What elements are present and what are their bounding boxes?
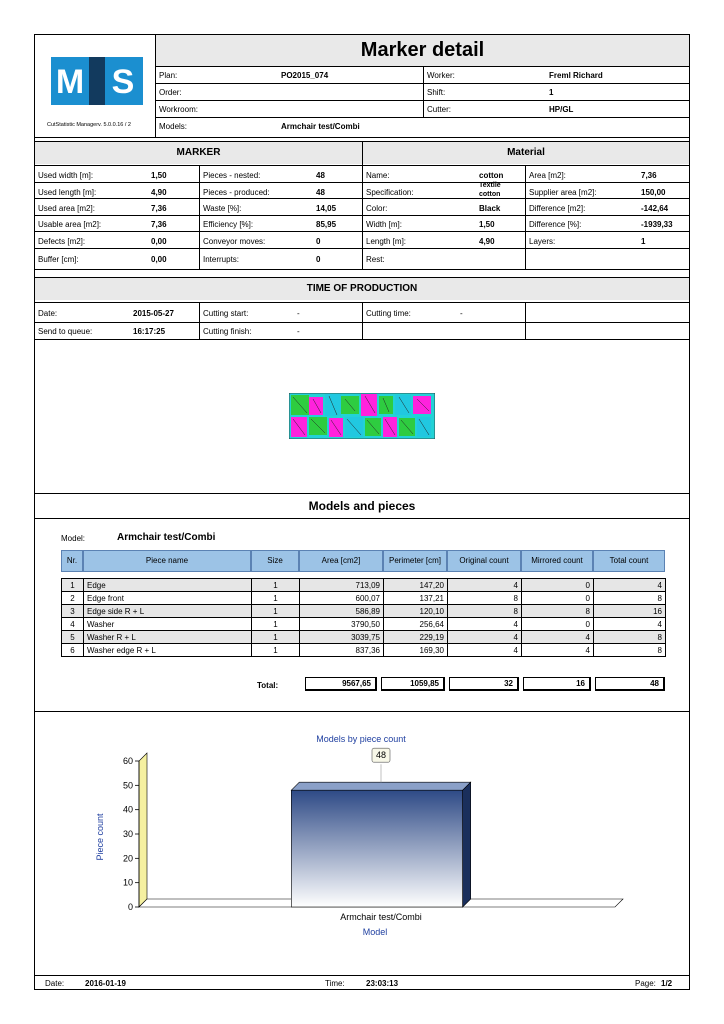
table-cell: 0 xyxy=(522,592,594,605)
production-date-label: Date: xyxy=(38,309,58,318)
col-header-nr: Nr. xyxy=(61,550,83,572)
total-perimeter: 1059,85 xyxy=(381,677,445,691)
specification-label: Specification: xyxy=(366,188,414,197)
usable-area-label: Usable area [m2]: xyxy=(38,220,102,229)
waste-label: Waste [%]: xyxy=(203,204,242,213)
col-header-total-count: Total count xyxy=(593,550,665,572)
footer-page-value: 1/2 xyxy=(661,979,673,988)
cutter-label: Cutter: xyxy=(427,105,452,114)
pieces-produced-value: 48 xyxy=(316,188,325,197)
shift-label: Shift: xyxy=(427,88,446,97)
used-width-value: 1,50 xyxy=(151,171,167,180)
table-cell: 169,30 xyxy=(384,644,448,657)
used-length-value: 4,90 xyxy=(151,188,167,197)
send-to-queue-value: 16:17:25 xyxy=(133,327,166,336)
table-cell: 1 xyxy=(252,605,300,618)
chart-y-tick-label: 0 xyxy=(127,902,133,912)
piece-count-chart xyxy=(35,725,689,945)
table-cell: 0 xyxy=(522,579,594,592)
chart-canvas xyxy=(35,725,689,945)
table-cell: 4 xyxy=(448,631,522,644)
col-header-mirrored-count: Mirrored count xyxy=(521,550,593,572)
marker-preview xyxy=(289,393,435,439)
table-cell: 1 xyxy=(62,579,84,592)
table-cell: 3039,75 xyxy=(300,631,384,644)
chart-y-tick-label: 20 xyxy=(122,853,133,864)
plan-value: PO2015_074 xyxy=(281,71,329,80)
chart-bar-side xyxy=(463,782,471,907)
buffer-value: 0,00 xyxy=(151,255,167,264)
conveyor-label: Conveyor moves: xyxy=(203,237,266,246)
length-value: 4,90 xyxy=(479,237,495,246)
col-header-perimeter: Perimeter [cm] xyxy=(383,550,447,572)
svg-text:M: M xyxy=(55,63,85,101)
worker-label: Worker: xyxy=(427,71,455,80)
table-cell: 120,10 xyxy=(384,605,448,618)
supplier-area-label: Supplier area [m2]: xyxy=(529,188,597,197)
table-cell: 8 xyxy=(594,644,666,657)
table-cell: 8 xyxy=(522,605,594,618)
order-label: Order: xyxy=(159,88,182,97)
table-cell: 16 xyxy=(594,605,666,618)
table-cell: 229,19 xyxy=(384,631,448,644)
chart-data-label: 48 xyxy=(375,750,387,761)
interrupts-value: 0 xyxy=(316,255,321,264)
table-cell: 5 xyxy=(62,631,84,644)
page-title: Marker detail xyxy=(156,35,689,66)
chart-category-label: Armchair test/Combi xyxy=(340,912,422,922)
table-cell: 2 xyxy=(62,592,84,605)
table-row xyxy=(62,592,666,605)
difference-label: Difference [m2]: xyxy=(529,204,586,213)
model-label: Model: xyxy=(61,534,86,543)
svg-text:S: S xyxy=(111,63,135,101)
table-cell: 6 xyxy=(62,644,84,657)
cutting-start-label: Cutting start: xyxy=(203,309,249,318)
chart-y-tick-label: 60 xyxy=(122,756,133,766)
area-label: Area [m2]: xyxy=(529,171,566,180)
footer-date-value: 2016-01-19 xyxy=(85,979,126,988)
table-cell: Edge side R + L xyxy=(84,605,252,618)
table-cell: 1 xyxy=(252,592,300,605)
chart-x-axis-label: Model xyxy=(362,927,388,937)
material-name-label: Name: xyxy=(366,171,390,180)
table-cell: 4 xyxy=(448,579,522,592)
table-cell: 586,89 xyxy=(300,605,384,618)
col-header-size: Size xyxy=(251,550,299,572)
specification-line1: Textile xyxy=(479,182,501,189)
table-cell: Washer edge R + L xyxy=(84,644,252,657)
table-cell: 4 xyxy=(448,618,522,631)
used-area-label: Used area [m2]: xyxy=(38,204,95,213)
plan-label: Plan: xyxy=(159,71,178,80)
pieces-nested-value: 48 xyxy=(316,171,325,180)
total-original-count: 32 xyxy=(449,677,519,691)
cutting-time-label: Cutting time: xyxy=(366,309,411,318)
production-date-value: 2015-05-27 xyxy=(133,309,174,318)
defects-value: 0,00 xyxy=(151,237,167,246)
difference-value: -142,64 xyxy=(641,204,669,213)
worker-value: Freml Richard xyxy=(549,71,603,80)
table-cell: 8 xyxy=(448,605,522,618)
defects-label: Defects [m2]: xyxy=(38,237,86,246)
send-to-queue-label: Send to queue: xyxy=(38,327,93,336)
model-name: Armchair test/Combi xyxy=(117,532,216,543)
table-cell: Edge xyxy=(84,579,252,592)
pieces-produced-label: Pieces - produced: xyxy=(203,188,270,197)
color-value: Black xyxy=(479,204,501,213)
difference-pct-label: Difference [%]: xyxy=(529,220,582,229)
col-header-area: Area [cm2] xyxy=(299,550,383,572)
chart-side-wall xyxy=(139,753,147,907)
layers-label: Layers: xyxy=(529,237,556,246)
footer-date-label: Date: xyxy=(45,979,65,988)
table-row xyxy=(62,618,666,631)
table-cell: 600,07 xyxy=(300,592,384,605)
table-cell: 8 xyxy=(594,631,666,644)
table-cell: 4 xyxy=(448,644,522,657)
table-cell: 8 xyxy=(594,592,666,605)
chart-y-tick-label: 50 xyxy=(122,780,133,791)
rest-label: Rest: xyxy=(366,255,385,264)
table-cell: 3790,50 xyxy=(300,618,384,631)
table-row xyxy=(62,605,666,618)
table-cell: 1 xyxy=(252,579,300,592)
total-mirrored-count: 16 xyxy=(523,677,591,691)
footer-time-value: 23:03:13 xyxy=(366,979,399,988)
waste-value: 14,05 xyxy=(316,204,337,213)
used-length-label: Used length [m]: xyxy=(38,188,97,197)
table-row xyxy=(62,631,666,644)
cutting-time-value: - xyxy=(460,309,463,318)
used-area-value: 7,36 xyxy=(151,204,167,213)
table-cell: 1 xyxy=(252,618,300,631)
chart-y-tick-label: 10 xyxy=(122,877,133,888)
chart-y-axis-label: Piece count xyxy=(95,813,105,861)
table-cell: 147,20 xyxy=(384,579,448,592)
table-row xyxy=(62,579,666,592)
col-header-piece-name: Piece name xyxy=(83,550,251,572)
table-cell: 4 xyxy=(594,579,666,592)
cutting-start-value: - xyxy=(297,309,300,318)
color-label: Color: xyxy=(366,204,388,213)
cutter-value: HP/GL xyxy=(549,105,574,114)
usable-area-value: 7,36 xyxy=(151,220,167,229)
width-value: 1,50 xyxy=(479,220,495,229)
table-cell: 837,36 xyxy=(300,644,384,657)
shift-value: 1 xyxy=(549,88,554,97)
efficiency-label: Efficiency [%]: xyxy=(203,220,254,229)
logo xyxy=(51,57,143,105)
footer-page-label: Page: xyxy=(635,979,656,988)
table-cell: Washer R + L xyxy=(84,631,252,644)
buffer-label: Buffer [cm]: xyxy=(38,255,79,264)
models-label: Models: xyxy=(159,122,188,131)
pieces-nested-label: Pieces - nested: xyxy=(203,171,261,180)
table-cell: 4 xyxy=(522,631,594,644)
table-cell: 4 xyxy=(62,618,84,631)
interrupts-label: Interrupts: xyxy=(203,255,240,264)
chart-y-tick-label: 40 xyxy=(122,804,133,815)
table-row xyxy=(62,644,666,657)
cutting-finish-value: - xyxy=(297,327,300,336)
total-area: 9567,65 xyxy=(305,677,377,691)
workroom-label: Workroom: xyxy=(159,105,198,114)
total-count: 48 xyxy=(595,677,665,691)
conveyor-value: 0 xyxy=(316,237,321,246)
table-cell: Edge front xyxy=(84,592,252,605)
marker-section-title: MARKER xyxy=(35,142,362,164)
production-section-title: TIME OF PRODUCTION xyxy=(35,278,689,300)
total-label: Total: xyxy=(257,681,279,690)
table-cell: 4 xyxy=(522,644,594,657)
supplier-area-value: 150,00 xyxy=(641,188,666,197)
difference-pct-value: -1939,33 xyxy=(641,220,673,229)
material-name-value: cotton xyxy=(479,171,504,180)
chart-bar xyxy=(291,790,462,907)
logo-icon xyxy=(51,57,143,105)
table-cell: 1 xyxy=(252,631,300,644)
table-cell: 256,64 xyxy=(384,618,448,631)
table-cell: Washer xyxy=(84,618,252,631)
table-cell: 713,09 xyxy=(300,579,384,592)
table-cell: 137,21 xyxy=(384,592,448,605)
layers-value: 1 xyxy=(641,237,646,246)
pieces-table xyxy=(61,578,665,657)
models-section-title: Models and pieces xyxy=(308,499,416,513)
table-cell: 4 xyxy=(594,618,666,631)
col-header-original-count: Original count xyxy=(447,550,521,572)
area-value: 7,36 xyxy=(641,171,657,180)
cutting-finish-label: Cutting finish: xyxy=(203,327,252,336)
chart-title: Models by piece count xyxy=(316,734,406,744)
app-version: CutStatistic Managerv. 5.0.0.16 / 2 xyxy=(47,122,131,128)
width-label: Width [m]: xyxy=(366,220,403,229)
efficiency-value: 85,95 xyxy=(316,220,337,229)
table-cell: 1 xyxy=(252,644,300,657)
chart-y-tick-label: 30 xyxy=(122,829,133,839)
chart-bar-top xyxy=(291,782,470,790)
footer-time-label: Time: xyxy=(325,979,345,988)
table-cell: 8 xyxy=(448,592,522,605)
material-section-title: Material xyxy=(363,142,689,164)
used-width-label: Used width [m]: xyxy=(38,171,94,180)
report-page xyxy=(34,34,690,990)
models-value: Armchair test/Combi xyxy=(281,122,360,131)
specification-line2: cotton xyxy=(479,191,501,198)
length-label: Length [m]: xyxy=(366,237,407,246)
table-cell: 3 xyxy=(62,605,84,618)
table-cell: 0 xyxy=(522,618,594,631)
